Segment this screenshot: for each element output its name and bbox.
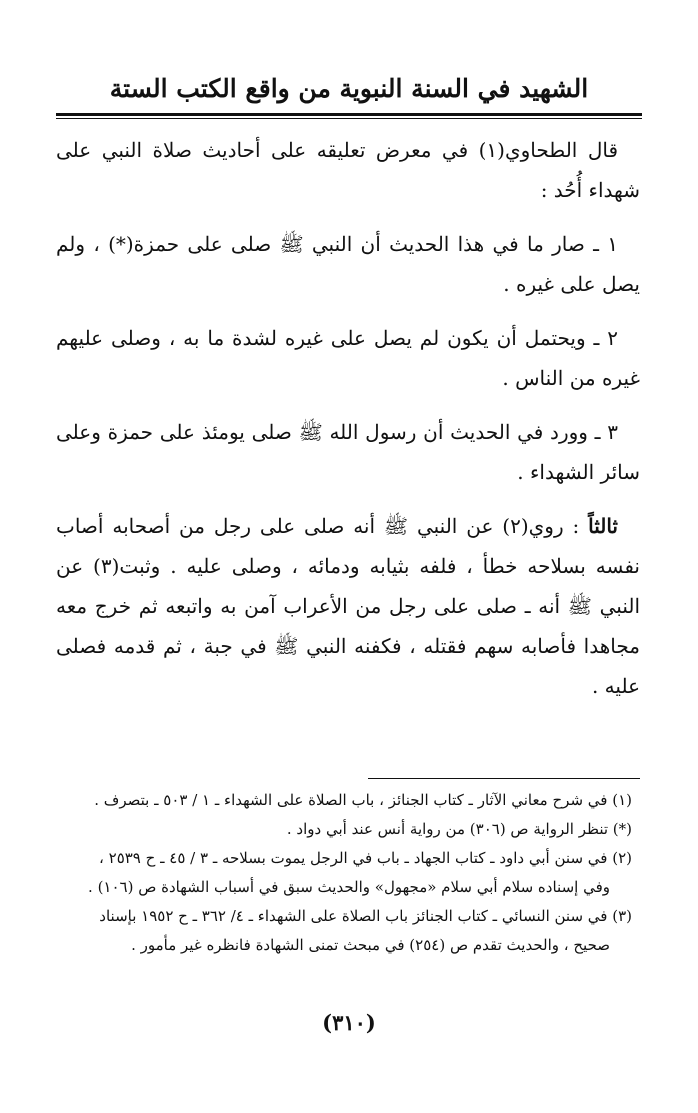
footnote-3-continued: صحيح ، والحديث تقدم ص (٢٥٤) في مبحث تمنى الشهادة فانظره غير مأمور . bbox=[131, 936, 610, 954]
header-rule-thick bbox=[56, 113, 642, 116]
footnote-1: (١) في شرح معاني الآثار ـ كتاب الجنائز ، باب الصلاة على الشهداء ـ ١ / ٥٠٣ ـ بتصرف . bbox=[94, 791, 632, 809]
running-header: الشهيد في السنة النبوية من واقع الكتب الستة bbox=[109, 74, 589, 103]
page-number: (٣١٠) bbox=[322, 1010, 376, 1035]
footnote-star: (*) تنظر الرواية ص (٣٠٦) من رواية أنس عند أبي دواد . bbox=[286, 820, 632, 838]
point-2: ٢ ـ ويحتمل أن يكون لم يصل على غيره لشدة ما به ، وصلى عليهم غيره من الناس . bbox=[56, 326, 640, 390]
footnote-2-continued: وفي إسناده سلام أبي سلام «مجهول» والحديث سبق في أسباب الشهادة ص (١٠٦) . bbox=[88, 878, 610, 896]
footnote-3: (٣) في سنن النسائي ـ كتاب الجنائز باب الصلاة على الشهداء ـ ٤/ ٣٦٢ ـ ح ١٩٥٢ بإسناد bbox=[99, 907, 632, 925]
footnote-2: (٢) في سنن أبي داود ـ كتاب الجهاد ـ باب في الرجل يموت بسلاحه ـ ٣ / ٤٥ ـ ح ٢٥٣٩ ، bbox=[99, 849, 632, 867]
third-paragraph bbox=[56, 506, 640, 706]
third-label: ثالثاً bbox=[588, 514, 618, 538]
header-rule-thin bbox=[56, 118, 642, 119]
intro-paragraph: قال الطحاوي(١) في معرض تعليقه على أحاديث صلاة النبي على شهداء أُحُد : bbox=[56, 138, 640, 202]
point-1: ١ ـ صار ما في هذا الحديث أن النبي ﷺ صلى على حمزة(*) ، ولم يصل على غيره . bbox=[56, 232, 640, 296]
footnote-separator bbox=[368, 778, 640, 779]
main-text bbox=[56, 130, 640, 706]
point-3: ٣ ـ وورد في الحديث أن رسول الله ﷺ صلى يومئذ على حمزة وعلى سائر الشهداء . bbox=[56, 420, 640, 484]
third-text: : روي(٢) عن النبي ﷺ أنه صلى على رجل من أصحابه أصاب نفسه بسلاحه خطأ ، فلفه بثيابه ودمائه ، وصلى عليه . وثبت(٣) عن النبي ﷺ أنه ـ صلى على رجل من الأعراب آمن به واتبعه ثم خرج معه مجاهدا فأصابه سهم فقتله ، فكفنه النبي ﷺ في جبة ، ثم قدمه فصلى عليه . bbox=[56, 514, 641, 698]
footnotes bbox=[62, 786, 632, 960]
